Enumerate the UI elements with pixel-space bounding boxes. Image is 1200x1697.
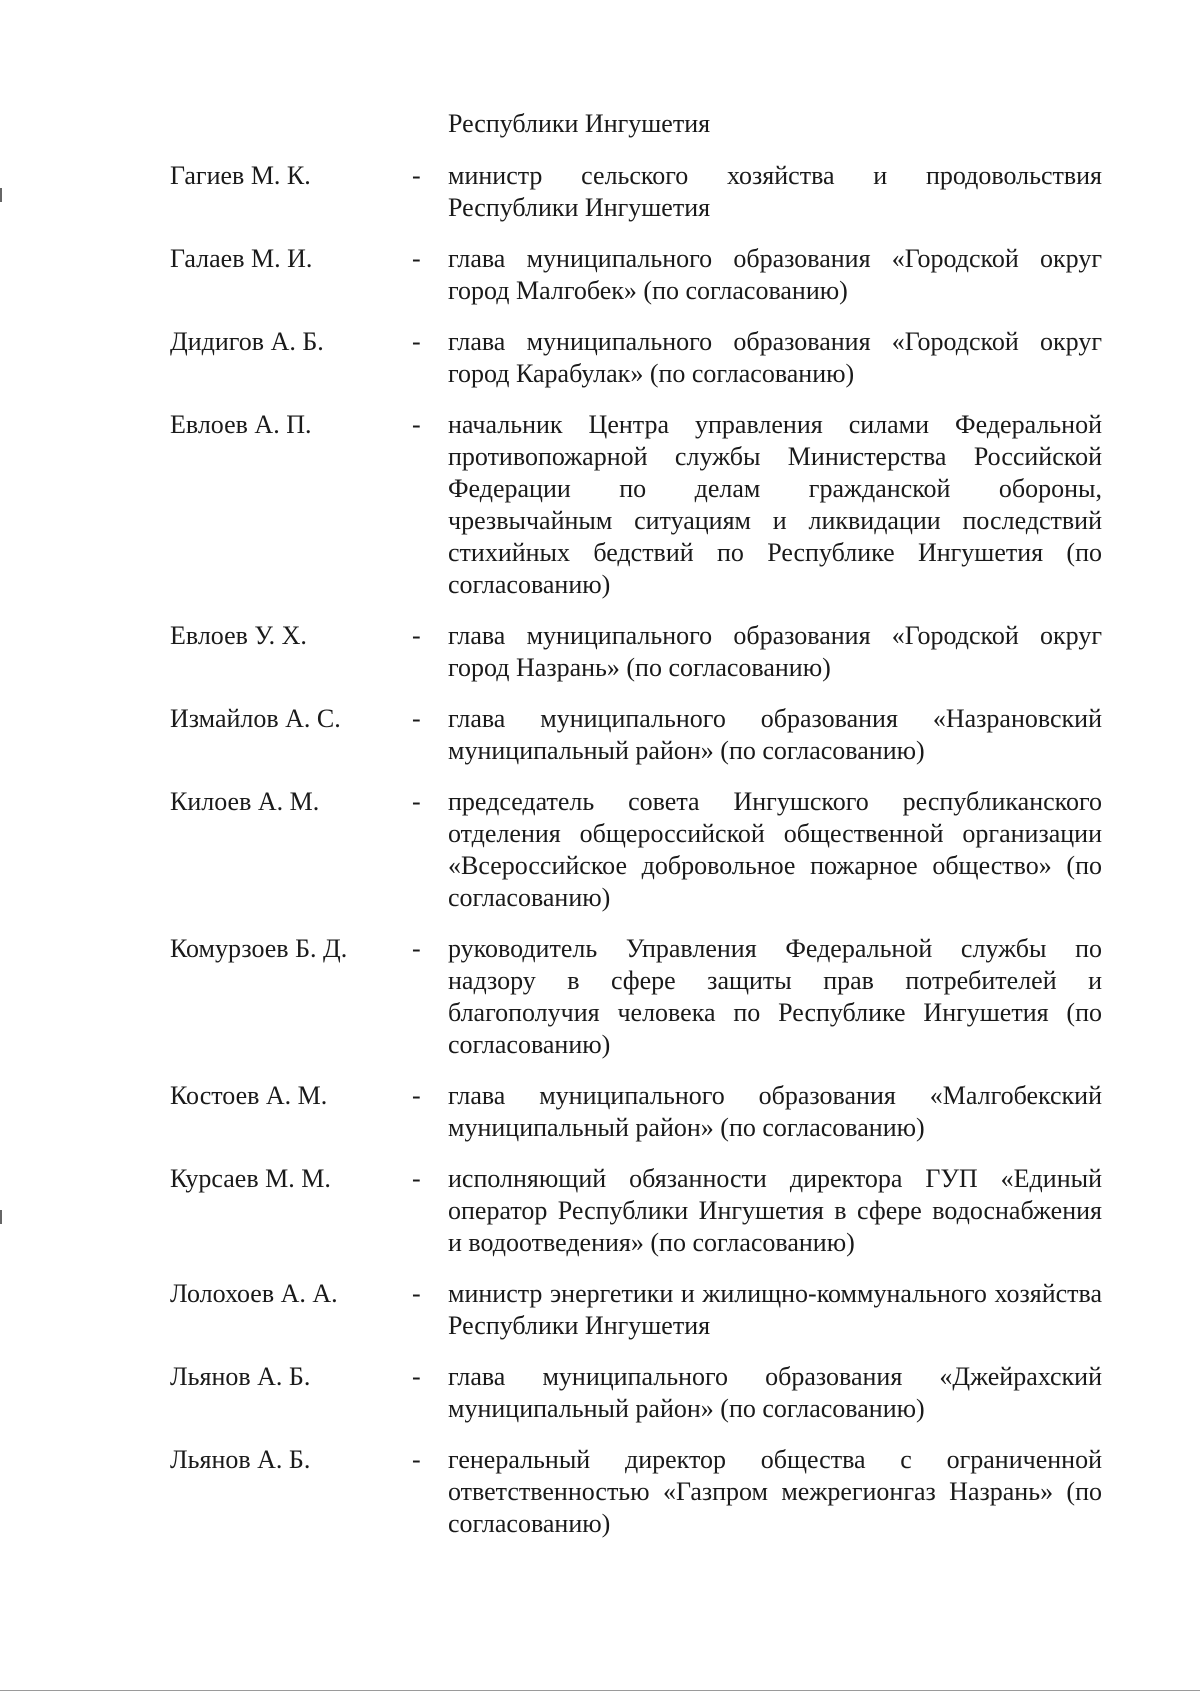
scan-edge-mark bbox=[0, 188, 2, 202]
member-name: Курсаев М. М. bbox=[170, 1164, 331, 1193]
member-entry bbox=[170, 1163, 1102, 1259]
member-name: Лолохоев А. А. bbox=[170, 1279, 338, 1308]
dash-separator: - bbox=[412, 410, 421, 439]
dash-separator: - bbox=[412, 1081, 421, 1110]
member-name: Льянов А. Б. bbox=[170, 1362, 311, 1391]
member-name: Гагиев М. К. bbox=[170, 161, 311, 190]
dash-separator: - bbox=[412, 327, 421, 356]
continuation-text: Республики Ингушетия bbox=[448, 109, 711, 138]
member-name: Дидигов А. Б. bbox=[170, 327, 324, 356]
dash-separator: - bbox=[412, 1279, 421, 1308]
member-position: исполняющий обязанности директора ГУП «Единый оператор Республики Ингушетия в сфере водоснабжения и водоотведения» (по согласованию) bbox=[448, 1164, 1102, 1257]
dash-separator: - bbox=[412, 704, 421, 733]
member-position: министр сельского хозяйства и продовольствия Республики Ингушетия bbox=[448, 161, 1102, 222]
member-entry bbox=[170, 620, 1102, 684]
member-position: глава муниципального образования «Назрановский муниципальный район» (по согласованию) bbox=[448, 704, 1102, 765]
scan-edge-mark bbox=[0, 1210, 2, 1224]
dash-separator: - bbox=[412, 1362, 421, 1391]
member-position: глава муниципального образования «Джейрахский муниципальный район» (по согласованию) bbox=[448, 1362, 1102, 1423]
member-name: Евлоев А. П. bbox=[170, 410, 312, 439]
member-name: Измайлов А. С. bbox=[170, 704, 341, 733]
dash-separator: - bbox=[412, 161, 421, 190]
member-entry bbox=[170, 1080, 1102, 1144]
member-position: председатель совета Ингушского республиканского отделения общероссийской общественной организации «Всероссийское добровольное пожарное общество» (по согласованию) bbox=[448, 787, 1102, 912]
member-entry bbox=[170, 409, 1102, 601]
member-name: Евлоев У. Х. bbox=[170, 621, 307, 650]
member-name: Льянов А. Б. bbox=[170, 1445, 311, 1474]
member-entry bbox=[170, 786, 1102, 914]
member-position: генеральный директор общества с ограниченной ответственностью «Газпром межрегионгаз Назрань» (по согласованию) bbox=[448, 1445, 1102, 1538]
dash-separator: - bbox=[412, 1164, 421, 1193]
member-position: глава муниципального образования «Городской округ город Назрань» (по согласованию) bbox=[448, 621, 1102, 682]
member-entry bbox=[170, 1361, 1102, 1425]
dash-separator: - bbox=[412, 244, 421, 273]
member-name: Комурзоев Б. Д. bbox=[170, 934, 348, 963]
member-entry bbox=[170, 933, 1102, 1061]
member-position: глава муниципального образования «Городской округ город Малгобек» (по согласованию) bbox=[448, 244, 1102, 305]
dash-separator: - bbox=[412, 787, 421, 816]
member-list bbox=[170, 160, 1102, 1540]
member-entry bbox=[170, 703, 1102, 767]
dash-separator: - bbox=[412, 934, 421, 963]
member-position: начальник Центра управления силами Федеральной противопожарной службы Министерства Российской Федерации по делам гражданской обороны, чрезвычайным ситуациям и ликвидации последствий стихийных бедствий по Республике Ингушетия (по согласованию) bbox=[448, 410, 1102, 599]
dash-separator: - bbox=[412, 621, 421, 650]
member-entry bbox=[170, 243, 1102, 307]
member-entry bbox=[170, 1278, 1102, 1342]
dash-separator: - bbox=[412, 1445, 421, 1474]
member-name: Костоев А. М. bbox=[170, 1081, 328, 1110]
member-name: Галаев М. И. bbox=[170, 244, 313, 273]
member-entry bbox=[170, 160, 1102, 224]
member-name: Килоев А. М. bbox=[170, 787, 320, 816]
scan-bottom-edge bbox=[0, 1690, 1200, 1691]
member-position: руководитель Управления Федеральной службы по надзору в сфере защиты прав потребителей и благополучия человека по Республике Ингушетия (по согласованию) bbox=[448, 934, 1102, 1059]
member-position: министр энергетики и жилищно-коммунального хозяйства Республики Ингушетия bbox=[448, 1279, 1102, 1340]
member-entry bbox=[170, 1444, 1102, 1540]
member-position: глава муниципального образования «Малгобекский муниципальный район» (по согласованию) bbox=[448, 1081, 1102, 1142]
member-entry bbox=[170, 326, 1102, 390]
member-position: глава муниципального образования «Городской округ город Карабулак» (по согласованию) bbox=[448, 327, 1102, 388]
